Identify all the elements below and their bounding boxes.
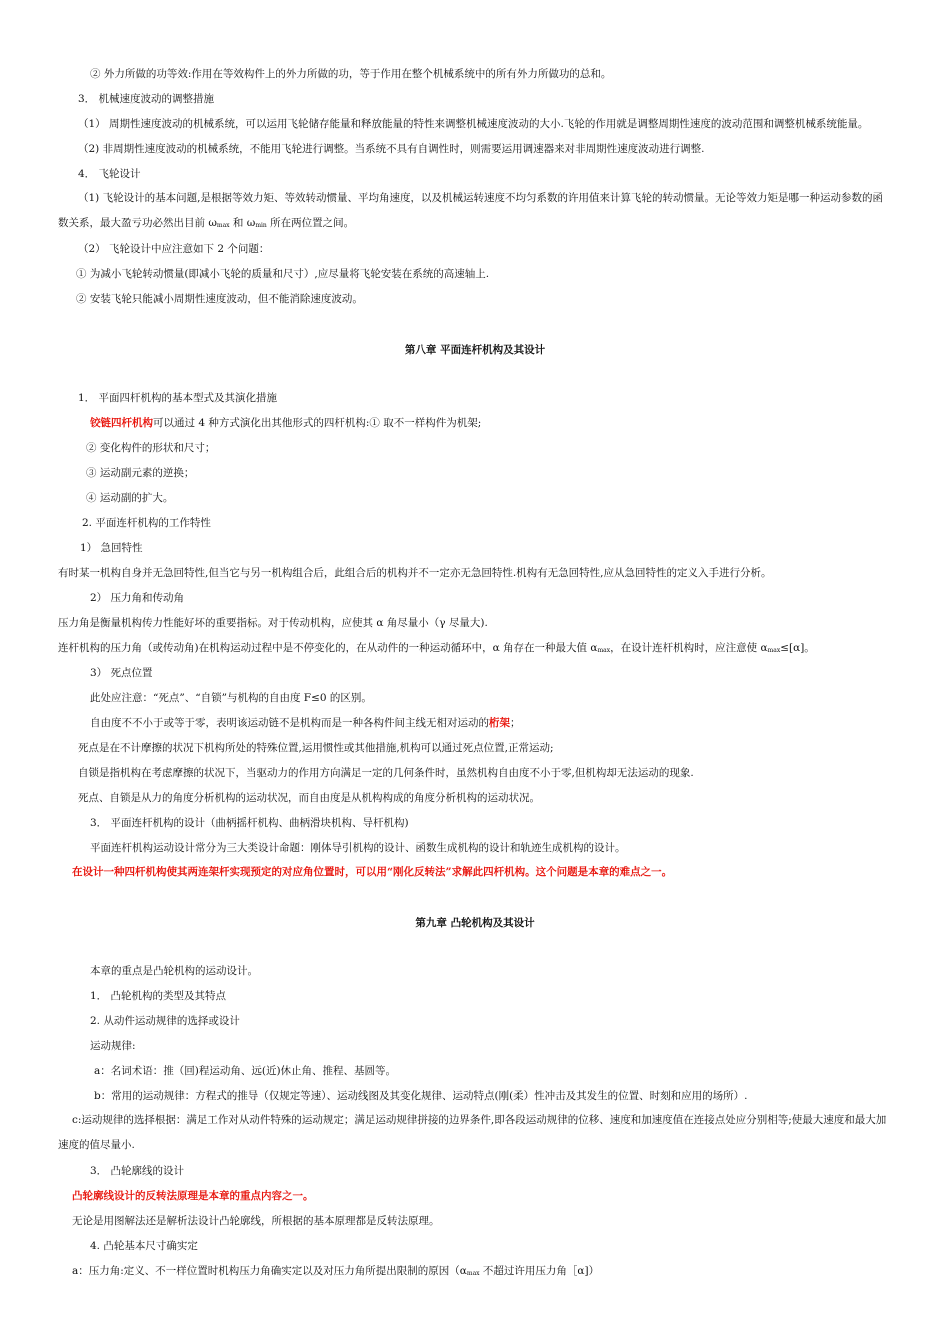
list-item: ④ 运动副的扩大。 — [86, 492, 174, 504]
paragraph: 本章的重点是凸轮机构的运动设计。 — [90, 965, 258, 977]
text-run: 连杆机构的压力角（或传动角)在机构运动过程中是不停变化的，在从动件的一种运动循环中，α 角存在一种最大值 α — [58, 642, 598, 654]
paragraph — [58, 641, 815, 658]
subscript: min — [255, 222, 267, 229]
text-run: ≤[α]。 — [780, 642, 815, 654]
subsection-heading: 2） 压力角和传动角 — [90, 592, 185, 604]
chapter-title: 第九章 凸轮机构及其设计 — [415, 917, 535, 929]
list-item: c:运动规律的选择根据：满足工作对从动件特殊的运动规定；满足运动规律拼接的边界条件,即各段运动规律的位移、速度和加速度值在连接点处应分别相等;使最大速度和最大加速度的值尽量小. — [58, 1114, 887, 1151]
paragraph: 死点、自锁是从力的角度分析机构的运动状况，而自由度是从机构构成的角度分析机构的运动状况。 — [78, 792, 540, 804]
text-run: 可以通过 4 种方式演化出其他形式的四杆机构:① 取不一样构件为机架; — [153, 417, 482, 429]
text-run: a：压力角:定义、不一样位置时机构压力角确实定以及对压力角所提出限制的原因（α — [72, 1265, 467, 1277]
highlight-paragraph: 凸轮廓线设计的反转法原理是本章的重点内容之一。 — [72, 1190, 314, 1202]
subscript: max — [216, 222, 230, 229]
section-heading: 3． 机械速度波动的调整措施 — [78, 93, 215, 105]
subscript: max — [466, 1270, 480, 1277]
paragraph: （1） 周期性速度波动的机械系统，可以运用飞轮储存能量和释放能量的特性来调整机械速度波动的大小.飞轮的作用就是调整周期性速度的波动范围和调整机械系统能量。 — [78, 118, 869, 130]
paragraph: （2) 非周期性速度波动的机械系统，不能用飞轮进行调整。当系统不具有自调性时，则需要运用调速器来对非周期性速度波动进行调整. — [78, 143, 705, 155]
paragraph — [90, 416, 481, 430]
paragraph: 此处应注意：“死点”、“自锁”与机构的自由度 F≤0 的区别。 — [90, 692, 372, 704]
text-run: ； — [510, 717, 521, 729]
paragraph: 无论是用图解法还是解析法设计凸轮廓线，所根据的基本原理都是反转法原理。 — [72, 1215, 440, 1227]
list-item: ① 为减小飞轮转动惯量(即减小飞轮的质量和尺寸）,应尽量将飞轮安装在系统的高速轴上. — [76, 268, 490, 280]
paragraph: 有时某一机构自身并无急回特性,但当它与另一机构组合后，此组合后的机构并不一定亦无急回特性.机构有无急回特性,应从急回特性的定义入手进行分析。 — [58, 567, 772, 579]
paragraph: 压力角是衡量机构传力性能好坏的重要指标。对于传动机构，应使其 α 角尽量小（γ 尽量大). — [58, 617, 488, 629]
highlight-text: 桁架 — [489, 717, 510, 729]
subscript: max — [597, 647, 611, 654]
subscript: max — [767, 647, 781, 654]
text-run: 所在两位置之间。 — [266, 217, 355, 229]
section-heading: 1． 凸轮机构的类型及其特点 — [90, 990, 227, 1002]
section-heading: 3． 平面连杆机构的设计（曲柄摇杆机构、曲柄滑块机构、导杆机构) — [90, 817, 409, 829]
paragraph: 自锁是指机构在考虑摩擦的状况下，当驱动力的作用方向满足一定的几何条件时，虽然机构自由度不小于零,但机构却无法运动的现象. — [78, 767, 694, 779]
paragraph — [72, 1264, 599, 1281]
paragraph: 运动规律: — [90, 1040, 136, 1052]
section-heading: 3． 凸轮廓线的设计 — [90, 1165, 185, 1177]
paragraph: 死点是在不计摩擦的状况下机构所处的特殊位置,运用惯性或其他措施,机构可以通过死点位置,正常运动; — [78, 742, 554, 754]
text-run: ，在设计连杆机构时，应注意使 α — [610, 642, 768, 654]
section-heading: 2. 从动件运动规律的选择或设计 — [90, 1015, 240, 1027]
list-item: ② 变化构件的形状和尺寸； — [86, 442, 216, 454]
section-heading: 4. 凸轮基本尺寸确实定 — [90, 1240, 198, 1252]
text-run: 不超过许用压力角［α]） — [479, 1265, 600, 1277]
paragraph — [90, 716, 521, 730]
subsection-heading: 3） 死点位置 — [90, 667, 153, 679]
highlight-paragraph: 在设计一种四杆机构使其两连架杆实现预定的对应角位置时，可以用“刚化反转法”求解此四杆机构。这个问题是本章的难点之一。 — [72, 866, 673, 878]
section-heading: 4． 飞轮设计 — [78, 168, 141, 180]
list-item: a：名词术语：推（回)程运动角、远(近)休止角、推程、基圆等。 — [94, 1065, 397, 1077]
list-item: ② 安装飞轮只能减小周期性速度波动，但不能消除速度波动。 — [76, 293, 363, 305]
highlight-text: 铰链四杆机构 — [90, 417, 153, 429]
paragraph: （2） 飞轮设计中应注意如下 2 个问题： — [78, 243, 270, 255]
paragraph: ② 外力所做的功等效:作用在等效构件上的外力所做的功，等于作用在整个机械系统中的所有外力所做功的总和。 — [90, 68, 612, 80]
list-item: ③ 运动副元素的逆换； — [86, 467, 195, 479]
section-heading: 1． 平面四杆机构的基本型式及其演化措施 — [78, 392, 278, 404]
text-run: 自由度不不小于或等于零，表明该运动链不是机构而是一种各构件间主线无相对运动的 — [90, 717, 489, 729]
list-item: b：常用的运动规律：方程式的推导（仅规定等速）、运动线图及其变化规律、运动特点(刚(柔）性冲击及其发生的位置、时刻和应用的场所）. — [94, 1090, 748, 1102]
text-run: （1) 飞轮设计的基本问题,是根据等效力矩、等效转动惯量、平均角速度，以及机械运转速度不均匀系数的许用值来计算飞轮的转动惯量。无论等效力矩是哪一种运动参数的函数关系，最大盈亏功必然出目前 ω — [58, 192, 883, 229]
text-run: 和 ω — [229, 217, 256, 229]
paragraph: 平面连杆机构运动设计常分为三大类设计命题：刚体导引机构的设计、函数生成机构的设计和轨迹生成机构的设计。 — [90, 842, 626, 854]
section-heading: 2. 平面连杆机构的工作特性 — [82, 517, 211, 529]
chapter-title: 第八章 平面连杆机构及其设计 — [404, 344, 546, 356]
subsection-heading: 1） 急回特性 — [80, 542, 143, 554]
paragraph — [58, 186, 893, 238]
